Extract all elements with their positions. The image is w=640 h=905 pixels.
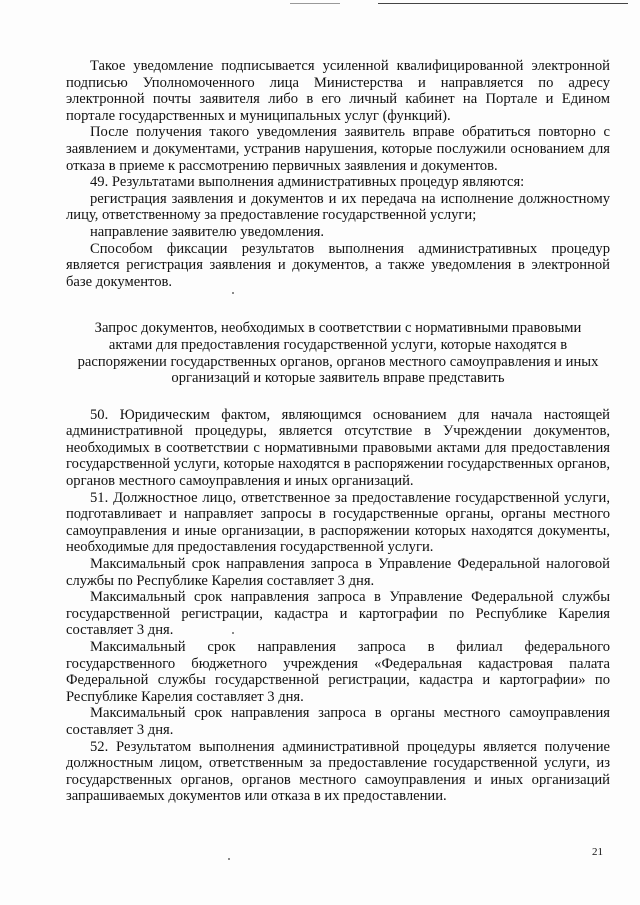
- section-heading: [66, 320, 610, 386]
- paragraph: После получения такого уведомления заявитель вправе обратиться повторно с заявлением и документами, устранив нарушения, которые послужили основанием для отказа в приеме к рассмотрению первичных заявления и документов.: [66, 124, 610, 174]
- paragraph: 52. Результатом выполнения административной процедуры является получение должностным лицом, ответственным за предоставление государственной услуги, из государственных органов, органов местного самоуправления и иных организаций запрашиваемых документов или отказа в их предоставлении.: [66, 738, 610, 805]
- top-rule-short: [290, 3, 340, 4]
- paragraph: направление заявителю уведомления.: [90, 223, 325, 240]
- paragraph: Максимальный срок направления запроса в филиал федерального государственного бюджетного учреждения «Федеральная кадастровая палата Федеральной службы государственной регистрации, кадастра и картографии» по Республике Карелия составляет 3 дня.: [66, 639, 610, 705]
- heading-line: распоряжении государственных органов, органов местного самоуправления и иных: [77, 353, 599, 370]
- document-body: [66, 58, 610, 805]
- scan-speck: [232, 292, 234, 294]
- page-number: 21: [592, 846, 603, 858]
- heading-line: Запрос документов, необходимых в соответствии с нормативными правовыми: [94, 320, 582, 337]
- paragraph: Максимальный срок направления запроса в Управление Федеральной налоговой службы по Республике Карелия составляет 3 дня.: [66, 556, 610, 589]
- paragraph: 51. Должностное лицо, ответственное за предоставление государственной услуги, подготавливает и направляет запросы в государственные органы, органы местного самоуправления и иные организации, в распоряжении которых находятся документы, необходимые для предоставления государственной услуги.: [66, 489, 610, 556]
- paragraph: Максимальный срок направления запроса в органы местного самоуправления составляет 3 дня.: [66, 705, 610, 738]
- top-rule: [378, 3, 628, 4]
- scan-speck: [228, 858, 230, 860]
- heading-line: актами для предоставления государственной услуги, которые находятся в: [108, 336, 568, 353]
- paragraph: Максимальный срок направления запроса в Управление Федеральной службы государственной регистрации, кадастра и картографии по Республике Карелия составляет 3 дня.: [66, 589, 610, 639]
- heading-line: организаций и которые заявитель вправе представить: [171, 370, 505, 387]
- paragraph: регистрация заявления и документов и их передача на исполнение должностному лицу, ответственному за предоставление государственной услуги;: [66, 190, 610, 224]
- scan-speck: [232, 632, 234, 634]
- paragraph: Такое уведомление подписывается усиленной квалифицированной электронной подписью Уполномоченного лица Министерства и направляется по адресу электронной почты заявителя либо в его личный кабинет на Портале и Едином портале государственных и муниципальных услуг (функций).: [66, 58, 610, 124]
- paragraph: 49. Результатами выполнения административных процедур являются:: [90, 174, 525, 191]
- paragraph: 50. Юридическим фактом, являющимся основанием для начала настоящей административной процедуры, является отсутствие в Учреждении документов, необходимых в соответствии с нормативными правовыми актами для предоставления государственной услуги, которые находятся в распоряжении государственных органов, органов местного самоуправления и иных организаций.: [66, 406, 610, 490]
- paragraph: Способом фиксации результатов выполнения административных процедур является регистрация заявления и документов, а также уведомления в электронной базе документов.: [66, 240, 610, 290]
